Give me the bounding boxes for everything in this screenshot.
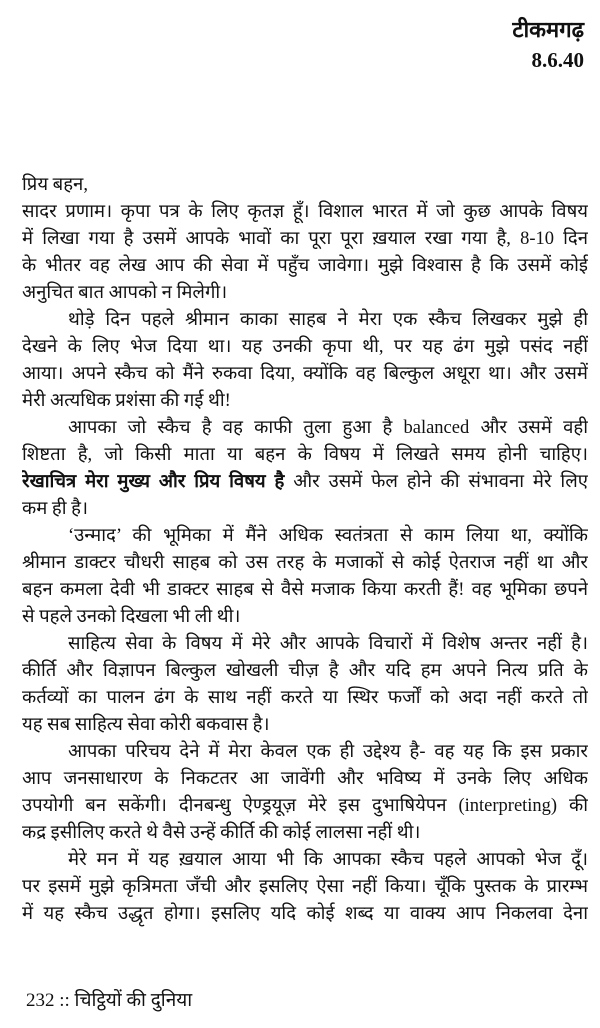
line-text: बहन कमला देवी भी डाक्टर साहब से वैसे मजाक किया करती हैं! वह भूमिका छपने xyxy=(22,580,588,600)
page-footer: 232 :: चिट्ठियों की दुनिया xyxy=(26,990,193,1011)
line-text: कम ही है। xyxy=(22,499,88,519)
letter-line xyxy=(22,253,588,280)
salutation xyxy=(22,172,588,199)
letter-line xyxy=(22,280,588,307)
letter-line xyxy=(22,874,588,901)
letter-date: 8.6.40 xyxy=(531,48,584,72)
letter-line xyxy=(22,361,588,388)
letter-line xyxy=(22,226,588,253)
letter-line xyxy=(22,388,588,415)
letter-line xyxy=(22,577,588,604)
line-text: यह सब साहित्य सेवा कोरी बकवास है। xyxy=(22,715,270,735)
line-text: कर्तव्यों का पालन ढंग के साथ नहीं करते या स्थिर फर्जों को अदा नहीं करते तो xyxy=(22,688,588,708)
letter-line xyxy=(22,658,588,685)
letter-line xyxy=(22,442,588,469)
line-text: आपका परिचय देने में मेरा केवल एक ही उद्देश्य है- वह यह कि इस प्रकार xyxy=(68,742,588,762)
line-text: से पहले उनको दिखला भी ली थी। xyxy=(22,607,241,627)
line-text: पर इसमें मुझे कृत्रिमता जँची और इसलिए ऐसा नहीं किया। चूँकि पुस्तक के प्रारम्भ xyxy=(22,877,588,897)
letter-body xyxy=(22,172,588,928)
letter-line xyxy=(22,550,588,577)
letter-line xyxy=(22,523,588,550)
letter-line xyxy=(22,469,588,496)
line-text: अनुचित बात आपको न मिलेगी। xyxy=(22,283,228,303)
letter-line xyxy=(22,307,588,334)
line-text: कीर्ति और विज्ञापन बिल्कुल खोखली चीज़ है और यदि हम अपने नित्य प्रति के xyxy=(22,661,588,681)
letter-line xyxy=(22,901,588,928)
letter-line xyxy=(22,496,588,523)
line-text: ‘उन्माद’ की भूमिका में मैंने अधिक स्वतंत्रता से काम लिया था, क्योंकि xyxy=(68,526,588,546)
line-text: आया। अपने स्कैच को मैंने रुकवा दिया, क्योंकि वह बिल्कुल अधूरा था। और उसमें xyxy=(22,364,588,384)
line-text: सादर प्रणाम। कृपा पत्र के लिए कृतज्ञ हूँ। विशाल भारत में जो कुछ आपके विषय xyxy=(22,202,588,222)
letter-line xyxy=(22,415,588,442)
letter-line xyxy=(22,739,588,766)
bold-text: रेखाचित्र मेरा मुख्य और प्रिय विषय है xyxy=(22,472,285,492)
line-text: और उसमें फेल होने की संभावना मेरे लिए xyxy=(284,472,588,492)
letter-line xyxy=(22,793,588,820)
line-text: देखने के लिए भेज दिया था। यह उनकी कृपा थी, पर यह ढंग मुझे पसंद नहीं xyxy=(22,337,588,357)
line-text: आपका जो स्कैच है वह काफी तुला हुआ है balanced और उसमें वही xyxy=(68,418,588,438)
line-text: में लिखा गया है उसमें आपके भावों का पूरा पूरा ख़याल रखा गया है, 8-10 दिन xyxy=(22,229,588,249)
line-text: उपयोगी बन सकेंगी। दीनबन्धु ऐण्ड्रयूज़ मेरे इस दुभाषियेपन (interpreting) की xyxy=(22,796,588,816)
line-text: के भीतर वह लेख आप की सेवा में पहुँच जावेगा। मुझे विश्वास है कि उसमें कोई xyxy=(22,256,588,276)
letter-line xyxy=(22,604,588,631)
line-text: श्रीमान डाक्टर चौधरी साहब को उस तरह के मजाकों से कोई ऐतराज नहीं था और xyxy=(22,553,588,573)
line-text: प्रिय बहन, xyxy=(22,175,88,195)
line-text: मेरी अत्यधिक प्रशंसा की गई थी! xyxy=(22,391,231,411)
letter-line xyxy=(22,847,588,874)
letter-line xyxy=(22,199,588,226)
line-text: मेरे मन में यह ख़याल आया भी कि आपका स्कैच पहले आपको भेज दूँ। xyxy=(68,850,588,870)
line-text: शिष्टता है, जो किसी माता या बहन के विषय में लिखते समय होनी चाहिए। xyxy=(22,445,588,465)
line-text: आप जनसाधारण के निकटतर आ जावेंगी और भविष्य में उनके लिए अधिक xyxy=(22,769,588,789)
letter-line xyxy=(22,820,588,847)
letter-line xyxy=(22,712,588,739)
line-text: साहित्य सेवा के विषय में मेरे और आपके विचारों में विशेष अन्तर नहीं है। xyxy=(68,634,588,654)
letter-line xyxy=(22,631,588,658)
letter-place: टीकमगढ़ xyxy=(512,17,584,42)
letter-line xyxy=(22,766,588,793)
letter-line xyxy=(22,685,588,712)
line-text: में यह स्कैच उद्धृत होगा। इसलिए यदि कोई शब्द या वाक्य आप निकलवा देना xyxy=(22,904,588,924)
letter-line xyxy=(22,334,588,361)
line-text: कद्र इसीलिए करते थे वैसे उन्हें कीर्ति की कोई लालसा नहीं थी। xyxy=(22,823,421,843)
line-text: थोड़े दिन पहले श्रीमान काका साहब ने मेरा एक स्कैच लिखकर मुझे ही xyxy=(68,310,588,330)
